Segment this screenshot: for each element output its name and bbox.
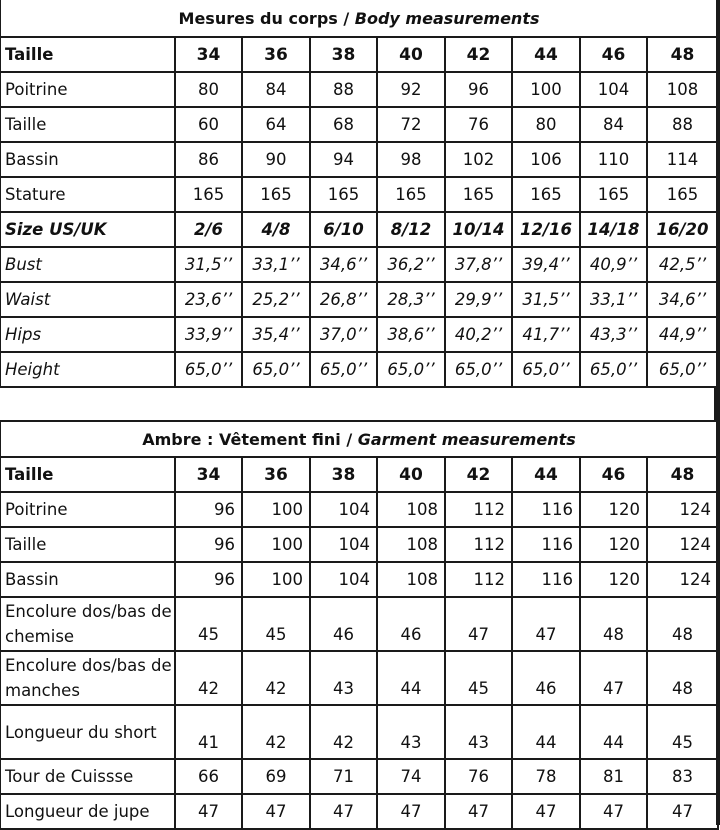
cell: 47 bbox=[512, 597, 580, 651]
cell: 165 bbox=[512, 177, 580, 212]
cell: 108 bbox=[377, 562, 445, 597]
table-row bbox=[0, 177, 718, 212]
cell: 68 bbox=[310, 107, 377, 142]
cell: 65,0’’ bbox=[175, 352, 242, 387]
cell: 46 bbox=[580, 457, 647, 492]
cell: 112 bbox=[445, 527, 512, 562]
cell: 76 bbox=[445, 107, 512, 142]
table-row bbox=[0, 247, 718, 282]
table-row bbox=[0, 597, 718, 651]
cell: 12/16 bbox=[512, 212, 580, 247]
cell: 10/14 bbox=[445, 212, 512, 247]
cell: 64 bbox=[242, 107, 310, 142]
cell: 40 bbox=[377, 37, 445, 72]
cell: 31,5’’ bbox=[175, 247, 242, 282]
cell: 96 bbox=[175, 562, 242, 597]
cell: 45 bbox=[242, 597, 310, 651]
cell: 33,1’’ bbox=[580, 282, 647, 317]
cell: 4/8 bbox=[242, 212, 310, 247]
row-label: Height bbox=[0, 352, 175, 387]
cell: 38 bbox=[310, 457, 377, 492]
cell: 45 bbox=[445, 651, 512, 705]
cell: 104 bbox=[310, 562, 377, 597]
cell: 34 bbox=[175, 37, 242, 72]
table-row bbox=[0, 282, 718, 317]
cell: 165 bbox=[377, 177, 445, 212]
cell: 124 bbox=[647, 527, 718, 562]
cell: 124 bbox=[647, 492, 718, 527]
table-row bbox=[0, 651, 718, 705]
cell: 72 bbox=[377, 107, 445, 142]
cell: 41 bbox=[175, 705, 242, 759]
cell: 46 bbox=[512, 651, 580, 705]
row-label: Taille bbox=[0, 527, 175, 562]
cell: 165 bbox=[242, 177, 310, 212]
body-table-title: Mesures du corps / Body measurements bbox=[0, 0, 718, 37]
cell: 90 bbox=[242, 142, 310, 177]
cell: 104 bbox=[310, 492, 377, 527]
cell: 43,3’’ bbox=[580, 317, 647, 352]
cell: 106 bbox=[512, 142, 580, 177]
cell: 47 bbox=[377, 794, 445, 829]
cell: 43 bbox=[377, 705, 445, 759]
cell: 104 bbox=[310, 527, 377, 562]
row-label: Bust bbox=[0, 247, 175, 282]
cell: 44,9’’ bbox=[647, 317, 718, 352]
cell: 71 bbox=[310, 759, 377, 794]
cell: 96 bbox=[175, 492, 242, 527]
row-label: Longueur du short bbox=[0, 705, 175, 759]
garment-table-title: Ambre : Vêtement fini / Garment measurements bbox=[0, 421, 718, 457]
cell: 100 bbox=[242, 527, 310, 562]
cell: 40 bbox=[377, 457, 445, 492]
cell: 37,8’’ bbox=[445, 247, 512, 282]
cell: 80 bbox=[175, 72, 242, 107]
cell: 35,4’’ bbox=[242, 317, 310, 352]
row-label: Encolure dos/bas de manches bbox=[0, 651, 175, 705]
cell: 44 bbox=[512, 457, 580, 492]
cell: 65,0’’ bbox=[310, 352, 377, 387]
cell: 37,0’’ bbox=[310, 317, 377, 352]
cell: 65,0’’ bbox=[647, 352, 718, 387]
cell: 84 bbox=[242, 72, 310, 107]
table-row bbox=[0, 212, 718, 247]
row-label: Hips bbox=[0, 317, 175, 352]
cell: 165 bbox=[175, 177, 242, 212]
cell: 42 bbox=[445, 457, 512, 492]
table-row bbox=[0, 759, 718, 794]
table-row bbox=[0, 705, 718, 759]
cell: 38,6’’ bbox=[377, 317, 445, 352]
cell: 108 bbox=[377, 527, 445, 562]
cell: 29,9’’ bbox=[445, 282, 512, 317]
cell: 33,1’’ bbox=[242, 247, 310, 282]
table-gap bbox=[0, 388, 716, 420]
cell: 116 bbox=[512, 527, 580, 562]
cell: 48 bbox=[580, 597, 647, 651]
table-row bbox=[0, 527, 718, 562]
cell: 108 bbox=[377, 492, 445, 527]
cell: 42 bbox=[242, 705, 310, 759]
cell: 38 bbox=[310, 37, 377, 72]
cell: 46 bbox=[377, 597, 445, 651]
cell: 34 bbox=[175, 457, 242, 492]
cell: 48 bbox=[647, 37, 718, 72]
cell: 48 bbox=[647, 457, 718, 492]
cell: 39,4’’ bbox=[512, 247, 580, 282]
cell: 88 bbox=[647, 107, 718, 142]
cell: 66 bbox=[175, 759, 242, 794]
cell: 120 bbox=[580, 527, 647, 562]
cell: 26,8’’ bbox=[310, 282, 377, 317]
cell: 2/6 bbox=[175, 212, 242, 247]
row-label: Taille bbox=[0, 37, 175, 72]
row-label: Longueur de jupe bbox=[0, 794, 175, 829]
cell: 34,6’’ bbox=[647, 282, 718, 317]
cell: 47 bbox=[580, 651, 647, 705]
right-border bbox=[716, 0, 720, 825]
cell: 36 bbox=[242, 457, 310, 492]
cell: 60 bbox=[175, 107, 242, 142]
cell: 165 bbox=[310, 177, 377, 212]
cell: 40,2’’ bbox=[445, 317, 512, 352]
cell: 100 bbox=[512, 72, 580, 107]
cell: 36,2’’ bbox=[377, 247, 445, 282]
cell: 120 bbox=[580, 562, 647, 597]
cell: 47 bbox=[512, 794, 580, 829]
cell: 112 bbox=[445, 492, 512, 527]
cell: 110 bbox=[580, 142, 647, 177]
cell: 47 bbox=[580, 794, 647, 829]
cell: 76 bbox=[445, 759, 512, 794]
cell: 46 bbox=[310, 597, 377, 651]
row-label: Bassin bbox=[0, 562, 175, 597]
cell: 41,7’’ bbox=[512, 317, 580, 352]
body-measurements-table bbox=[0, 0, 719, 388]
cell: 94 bbox=[310, 142, 377, 177]
cell: 45 bbox=[175, 597, 242, 651]
row-label: Bassin bbox=[0, 142, 175, 177]
cell: 36 bbox=[242, 37, 310, 72]
cell: 69 bbox=[242, 759, 310, 794]
table-row bbox=[0, 317, 718, 352]
table-row bbox=[0, 352, 718, 387]
cell: 14/18 bbox=[580, 212, 647, 247]
table-row bbox=[0, 72, 718, 107]
row-label: Size US/UK bbox=[0, 212, 175, 247]
cell: 102 bbox=[445, 142, 512, 177]
cell: 165 bbox=[580, 177, 647, 212]
table-row bbox=[0, 562, 718, 597]
row-label: Waist bbox=[0, 282, 175, 317]
cell: 114 bbox=[647, 142, 718, 177]
cell: 42 bbox=[242, 651, 310, 705]
cell: 100 bbox=[242, 492, 310, 527]
cell: 65,0’’ bbox=[512, 352, 580, 387]
cell: 96 bbox=[445, 72, 512, 107]
cell: 78 bbox=[512, 759, 580, 794]
cell: 42 bbox=[175, 651, 242, 705]
row-label: Poitrine bbox=[0, 492, 175, 527]
cell: 34,6’’ bbox=[310, 247, 377, 282]
table-row bbox=[0, 107, 718, 142]
cell: 108 bbox=[647, 72, 718, 107]
cell: 44 bbox=[512, 37, 580, 72]
cell: 74 bbox=[377, 759, 445, 794]
table-row bbox=[0, 492, 718, 527]
cell: 25,2’’ bbox=[242, 282, 310, 317]
cell: 112 bbox=[445, 562, 512, 597]
cell: 40,9’’ bbox=[580, 247, 647, 282]
cell: 80 bbox=[512, 107, 580, 142]
cell: 42,5’’ bbox=[647, 247, 718, 282]
row-label: Taille bbox=[0, 107, 175, 142]
cell: 47 bbox=[242, 794, 310, 829]
cell: 83 bbox=[647, 759, 718, 794]
cell: 124 bbox=[647, 562, 718, 597]
table-row bbox=[0, 794, 718, 829]
cell: 65,0’’ bbox=[580, 352, 647, 387]
cell: 48 bbox=[647, 597, 718, 651]
garment-measurements-table bbox=[0, 420, 719, 830]
cell: 116 bbox=[512, 562, 580, 597]
cell: 44 bbox=[580, 705, 647, 759]
cell: 47 bbox=[175, 794, 242, 829]
row-label: Stature bbox=[0, 177, 175, 212]
cell: 104 bbox=[580, 72, 647, 107]
cell: 48 bbox=[647, 651, 718, 705]
cell: 65,0’’ bbox=[377, 352, 445, 387]
table-row bbox=[0, 142, 718, 177]
cell: 44 bbox=[377, 651, 445, 705]
cell: 81 bbox=[580, 759, 647, 794]
cell: 43 bbox=[445, 705, 512, 759]
cell: 65,0’’ bbox=[242, 352, 310, 387]
cell: 88 bbox=[310, 72, 377, 107]
cell: 47 bbox=[310, 794, 377, 829]
cell: 98 bbox=[377, 142, 445, 177]
cell: 8/12 bbox=[377, 212, 445, 247]
cell: 120 bbox=[580, 492, 647, 527]
cell: 31,5’’ bbox=[512, 282, 580, 317]
cell: 6/10 bbox=[310, 212, 377, 247]
cell: 165 bbox=[647, 177, 718, 212]
cell: 165 bbox=[445, 177, 512, 212]
cell: 47 bbox=[647, 794, 718, 829]
cell: 65,0’’ bbox=[445, 352, 512, 387]
cell: 44 bbox=[512, 705, 580, 759]
row-label: Tour de Cuissse bbox=[0, 759, 175, 794]
cell: 100 bbox=[242, 562, 310, 597]
cell: 116 bbox=[512, 492, 580, 527]
row-label: Poitrine bbox=[0, 72, 175, 107]
cell: 45 bbox=[647, 705, 718, 759]
cell: 46 bbox=[580, 37, 647, 72]
row-label: Encolure dos/bas de chemise bbox=[0, 597, 175, 651]
cell: 42 bbox=[310, 705, 377, 759]
cell: 86 bbox=[175, 142, 242, 177]
cell: 23,6’’ bbox=[175, 282, 242, 317]
cell: 84 bbox=[580, 107, 647, 142]
cell: 96 bbox=[175, 527, 242, 562]
cell: 43 bbox=[310, 651, 377, 705]
cell: 42 bbox=[445, 37, 512, 72]
cell: 33,9’’ bbox=[175, 317, 242, 352]
cell: 47 bbox=[445, 794, 512, 829]
cell: 16/20 bbox=[647, 212, 718, 247]
row-label: Taille bbox=[0, 457, 175, 492]
cell: 28,3’’ bbox=[377, 282, 445, 317]
table-row bbox=[0, 37, 718, 72]
table-row bbox=[0, 457, 718, 492]
cell: 92 bbox=[377, 72, 445, 107]
cell: 47 bbox=[445, 597, 512, 651]
